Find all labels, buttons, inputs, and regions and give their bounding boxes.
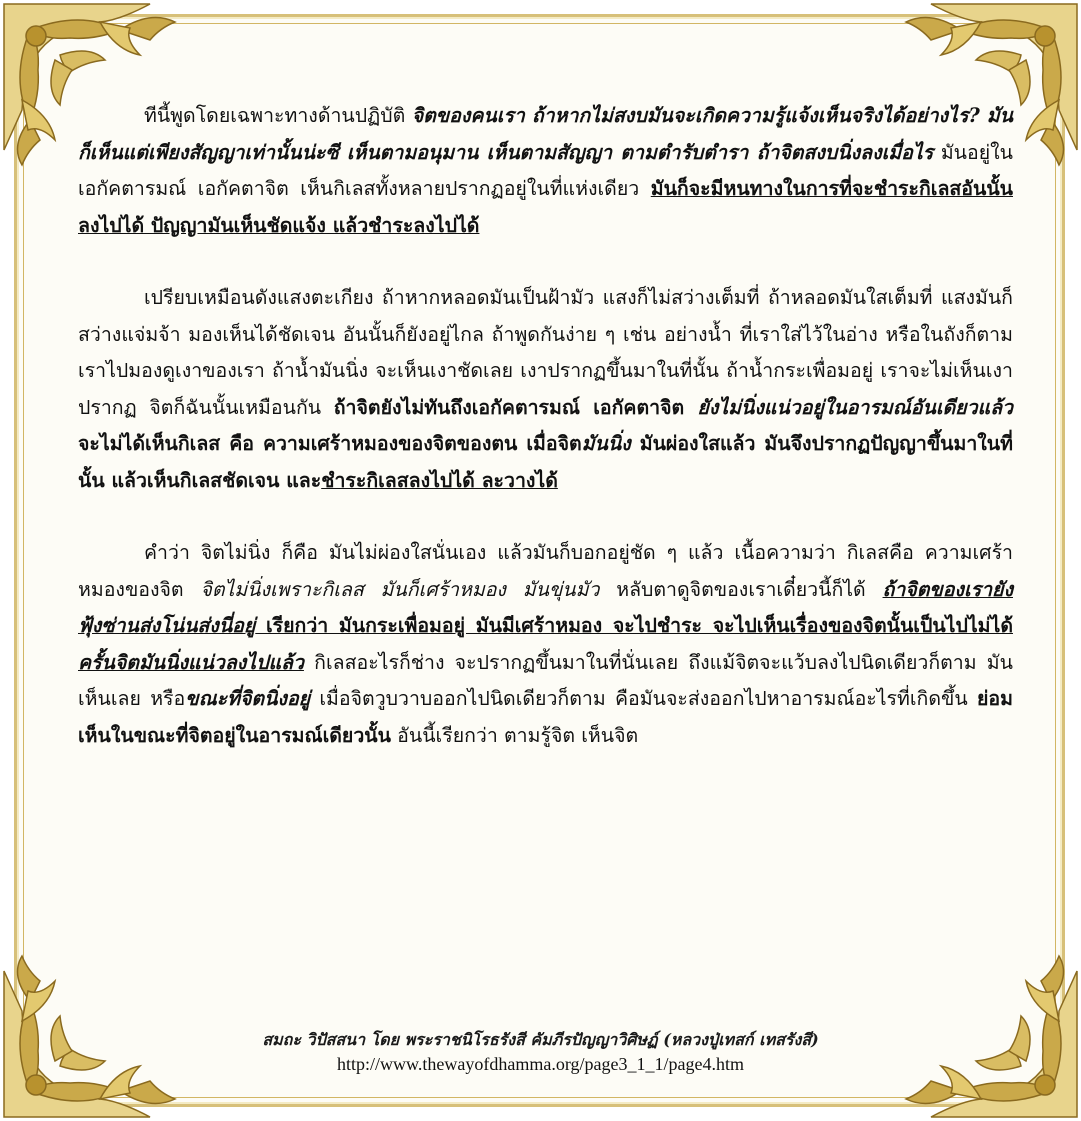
text-run: คำว่า จิตไม่นิ่ง ก็คือ มันไม่ผ่องใสนั่นเอง แล้วมันก็บอกอยู่ชัด ๆ แล้ว เนื้อความว่า กิเลสคือ ความเศร้าหมองของจิต — [78, 541, 1013, 601]
text-run-bold-italic: จิตของคนเรา ถ้าหากไม่สงบมันจะเกิดความรู้แจ้งเห็นจริงได้อย่างไร? มันก็เห็นแต่เพียงสัญญาเท่านั้นน่ะซี เห็นตามอนุมาน เห็นตามสัญญา ตามตำรับตำรา ถ้าจิตสงบนิ่งลงเมื่อไร — [78, 104, 1013, 164]
text-run: หลับตาดูจิตของเราเดี๋ยวนี้ก็ได้ — [599, 577, 883, 601]
source-url: http://www.thewayofdhamma.org/page3_1_1/page4.htm — [337, 1054, 744, 1074]
text-run: มันอยู่ในเอกัคตารมณ์ เอกัคตาจิต เห็นกิเลสทั้งหลายปรากฏอยู่ในที่แห่งเดียว — [78, 140, 1013, 200]
text-run: ทีนี้พูดโดยเฉพาะทางด้านปฏิบัติ — [144, 104, 412, 127]
text-run-bold-underline: ชำระกิเลสลงไปได้ ละวางได้ — [321, 468, 558, 492]
text-run-bold-italic-underline: ถ้าจิตของเรายังฟุ้งซ่านส่งโน่นส่งนี่อยู่ — [78, 577, 1013, 637]
article-body — [78, 98, 1013, 790]
text-run-bold: จะไม่ได้เห็นกิเลส คือ ความเศร้าหมองของจิตของตน เมื่อจิต — [78, 432, 582, 455]
text-run: อันนี้เรียกว่า ตามรู้จิต เห็นจิต — [390, 723, 639, 747]
text-run-bold-italic: ขณะที่จิตนิ่งอยู่ — [185, 687, 311, 710]
text-run-bold-underline: มันก็จะมีหนทางในการที่จะชำระกิเลสอันนั้นลงไปได้ ปัญญามันเห็นชัดแจ้ง แล้วชำระลงไปได้ — [78, 177, 1013, 237]
paragraph-1 — [78, 98, 1013, 244]
text-run-bold-italic: มันนิ่ง — [581, 432, 631, 455]
text-run-bold-italic-underline: ครั้นจิตมันนิ่งแน่วลงไปแล้ว — [78, 650, 304, 674]
text-run: เปรียบเหมือนดังแสงตะเกียง ถ้าหากหลอดมันเป็นฝ้ามัว แสงก็ไม่สว่างเต็มที่ ถ้าหลอดมันใสเต็มที่ แสงมันก็สว่างแจ่มจ้า มองเห็นได้ชัดเจน อันนั้นก็ยังอยู่ไกล ถ้าพูดกันง่าย ๆ เช่น อย่างน้ำ ที่เราใส่ไว้ในอ่าง หรือในถังก็ตาม เราไปมองดูเงาของเรา ถ้าน้ำมันนิ่ง จะเห็นเงาชัดเลย เงาปรากฏขึ้นมาในที่นั้น ถ้าน้ำกระเพื่อมอยู่ เราจะไม่เห็นเงาปรากฏ จิตก็ฉันนั้นเหมือนกัน — [78, 286, 1013, 419]
text-run: กิเลสอะไรก็ช่าง จะปรากฏขึ้นมาในที่นั่นเลย ถึงแม้จิตจะแว้บลงไปนิดเดียวก็ตาม มันเห็นเลย หรือ — [78, 650, 1013, 710]
text-run: เมื่อจิตวูบวาบออกไปนิดเดียวก็ตาม คือมันจะส่งออกไปหาอารมณ์อะไรที่เกิดขึ้น — [310, 687, 977, 710]
text-run-bold-underline: เรียกว่า มันกระเพื่อมอยู่ มันมีเศร้าหมอง จะไปชำระ จะไปเห็นเรื่องของจิตนั้นเป็นไปไม่ได้ — [255, 614, 1013, 637]
paragraph-3 — [78, 535, 1013, 754]
source-credit: สมถะ วิปัสสนา โดย พระราชนิโรธรังสี คัมภีรปัญญาวิศิษฏ์ (หลวงปู่เทสก์ เทสรังสี) — [262, 1030, 819, 1049]
text-run-bold: ถ้าจิตยังไม่ทันถึงเอกัคตารมณ์ เอกัคตาจิต — [333, 395, 698, 419]
paragraph-2 — [78, 280, 1013, 499]
text-run-bold: มันผ่องใสแล้ว มันจึงปรากฏปัญญาขึ้นมาในที่นั้น แล้วเห็นกิเลสชัดเจน และ — [78, 432, 1013, 492]
text-run-italic: จิตไม่นิ่งเพราะกิเลส มันก็เศร้าหมอง มันขุ่นมัว — [200, 577, 600, 601]
text-run-bold-italic: ยังไม่นิ่งแน่วอยู่ในอารมณ์อันเดียวแล้ว — [697, 395, 1013, 419]
text-run-bold: ย่อมเห็นในขณะที่จิตอยู่ในอารมณ์เดียวนั้น — [78, 687, 1013, 747]
